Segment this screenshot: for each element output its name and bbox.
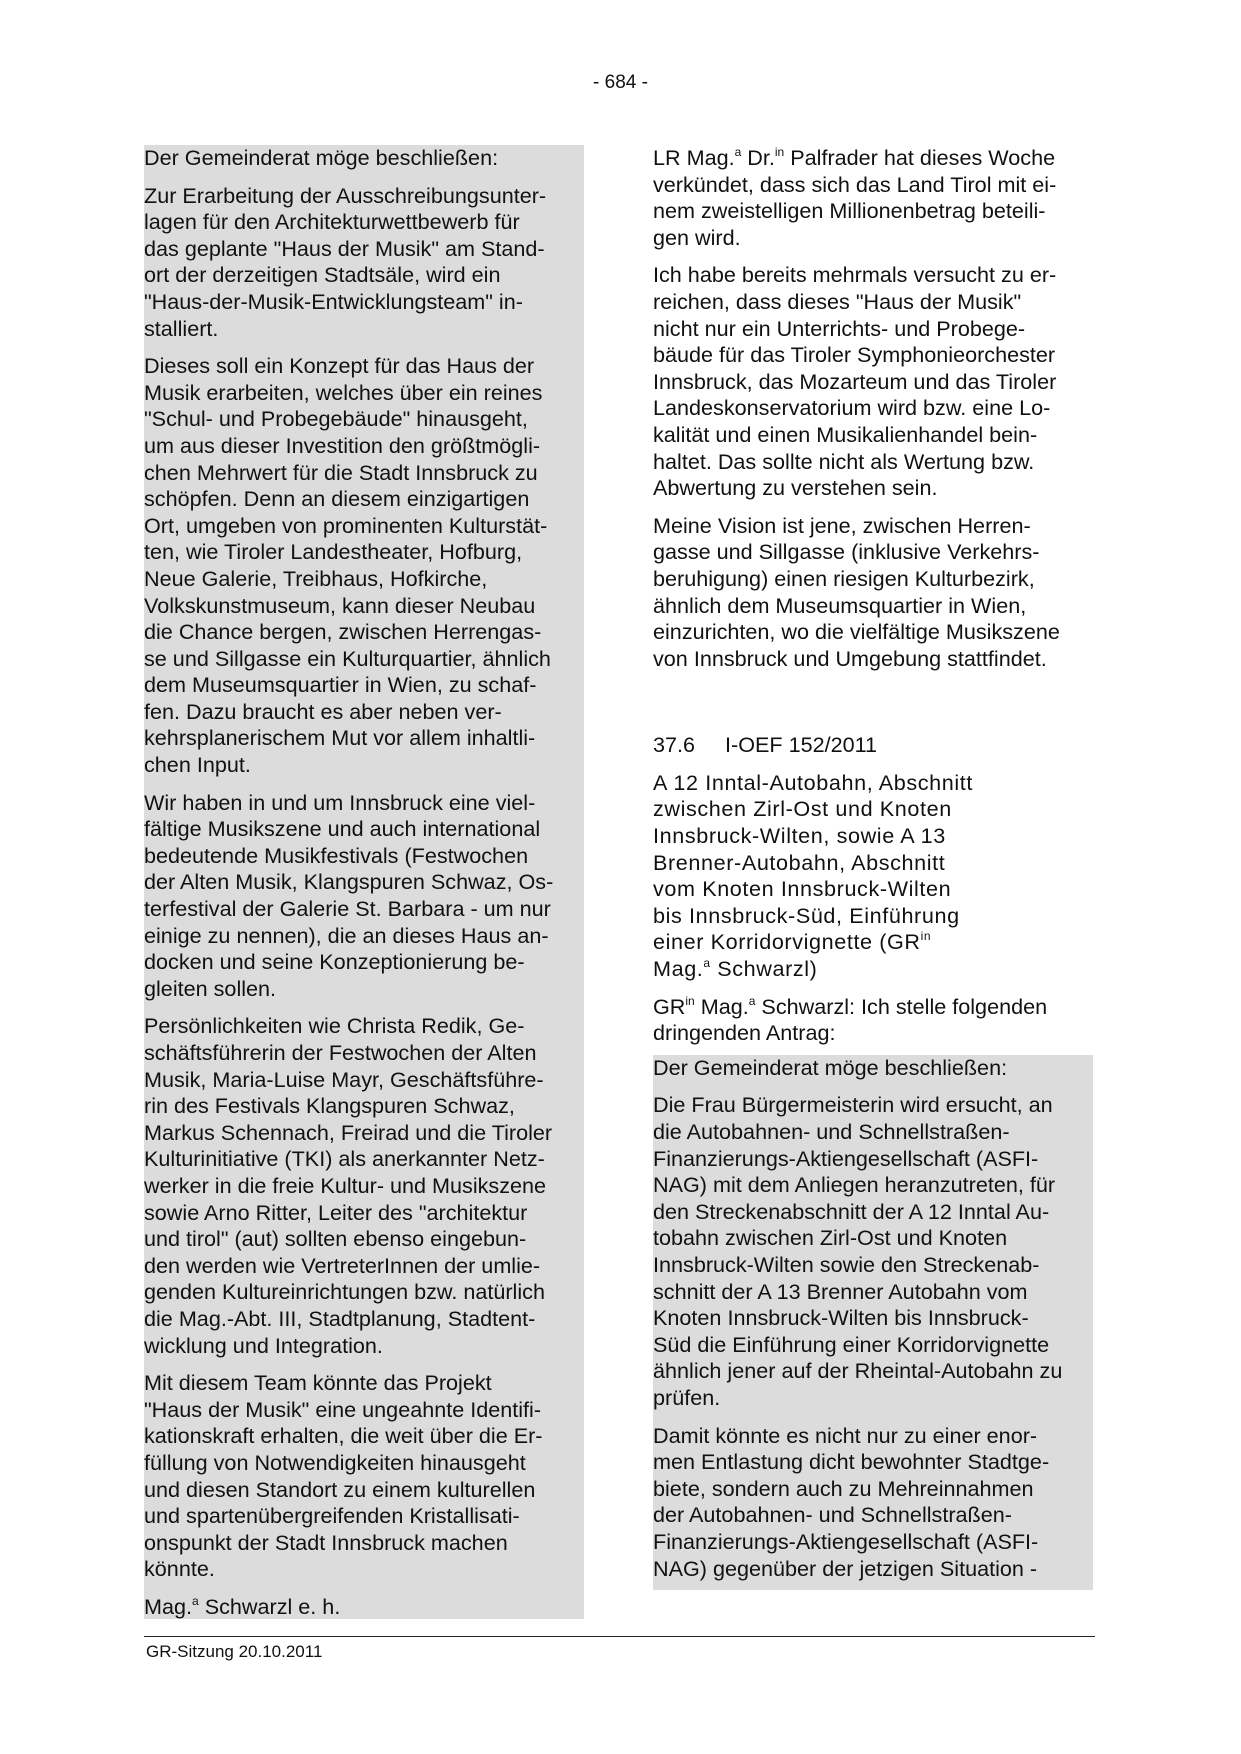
left-motion-box: [144, 145, 584, 1619]
agenda-item-number: 37.6: [653, 732, 696, 758]
motion-paragraph: Mit diesem Team könnte das Projekt "Haus der Musik" eine ungeahnte Identifi- kationskraft erhalten, die weit über die Er- füllung von Notwendigkeiten hinausgeht und diesen Standort zu einem kulturellen und spartenübergreifenden Kristallisati- onspunkt der Stadt Innsbruck machen könnte.: [144, 1370, 543, 1582]
footer-text: GR-Sitzung 20.10.2011: [146, 1642, 323, 1661]
right-motion-box: [653, 1055, 1093, 1590]
motion-intro: Der Gemeinderat möge beschließen:: [144, 145, 499, 170]
motion-introduction: $GR^{in}$ Mag.$^a$ Schwarzl: Ich stelle folgenden dringenden Antrag:: [653, 993, 1048, 1046]
paragraph: LR Mag.$^a$ Dr.$^{in}$ Palfrader hat dieses Woche verkündet, dass sich das Land Tirol mit ei- nem zweistelligen Millionenbetrag beteili- gen wird.: [653, 145, 1057, 250]
motion-paragraph: Dieses soll ein Konzept für das Haus der Musik erarbeiten, welches über ein reines "Schul- und Probegebäude" hinausgeht, um aus dieser Investition den größtmögli- chen Mehrwert für die Stadt Innsbruck zu schöpfen. Denn an diesem einzigartigen Ort, umgeben von prominenten Kulturstät- ten, wie Tiroler Landestheater, Hofburg, Neue Galerie, Treibhaus, Hofkirche, Volkskunstmuseum, kann dieser Neubau die Chance bergen, zwischen Herrengas- se und Sillgasse ein Kulturquartier, ähnlich dem Museumsquartier in Wien, zu schaf- fen. Dazu braucht es aber neben ver- kehrsplanerischem Mut vor allem inhaltli- chen Input.: [144, 353, 551, 778]
footer-rule: [144, 1636, 1095, 1637]
motion-paragraph: Zur Erarbeitung der Ausschreibungsunter- lagen für den Architekturwettbewerb für das geplante "Haus der Musik" am Stand- ort der derzeitigen Stadtsäle, wird ein "Haus-der-Musik-Entwicklungsteam" in- stalliert.: [144, 182, 547, 341]
motion-paragraph: Wir haben in und um Innsbruck eine viel- fältige Musikszene und auch international bedeutende Musikfestivals (Festwochen der Alten Musik, Klangspuren Schwaz, Os- terfestival der Galerie St. Barbara - um nur einige zu nennen), die an dieses Haus an- docken und seine Konzeptionierung be- gleiten sollen.: [144, 789, 554, 1001]
agenda-item-heading: [653, 732, 1093, 759]
motion-paragraph: Persönlichkeiten wie Christa Redik, Ge- schäftsführerin der Festwochen der Alten Musik, Maria-Luise Mayr, Geschäftsführe- rin des Festivals Klangspuren Schwaz, Markus Schennach, Freirad und die Tiroler Kulturinitiative (TKI) als anerkannter Netz- werker in die freie Kultur- und Musikszene sowie Arno Ritter, Leiter des "architektur und tirol" (aut) sollten ebenso eingebun- den werden wie VertreterInnen der umlie- genden Kultureinrichtungen bzw. natürlich die Mag.-Abt. III, Stadtplanung, Stadtent- wicklung und Integration.: [144, 1013, 553, 1358]
agenda-item-reference: I-OEF 152/2011: [725, 732, 878, 758]
page-number: - 684 -: [593, 72, 648, 93]
signature: Mag.$^a$ Schwarzl e. h.: [144, 1593, 341, 1619]
agenda-item-title: A 12 Inntal-Autobahn, Abschnitt zwischen Zirl-Ost und Knoten Innsbruck-Wilten, sowie A 13 Brenner-Autobahn, Abschnitt vom Knoten Innsbruck-Wilten bis Innsbruck-Süd, Einführung einer Korridorvignette ($GR^{in}$ Mag.$^a$ Schwarzl): [653, 769, 973, 982]
paragraph: Meine Vision ist jene, zwischen Herren- gasse und Sillgasse (inklusive Verkehrs- beruhigung) einen riesigen Kulturbezirk, ähnlich dem Museumsquartier in Wien, einzurichten, wo die vielfältige Musikszene von Innsbruck und Umgebung stattfindet.: [653, 512, 1060, 671]
motion-paragraph: Damit könnte es nicht nur zu einer enor- men Entlastung dicht bewohnter Stadtge- biete, sondern auch zu Mehreinnahmen der Autobahnen- und Schnellstraßen- Finanzierungs-Aktiengesellschaft (ASFI- NAG) gegenüber der jetzigen Situation -: [653, 1422, 1050, 1581]
paragraph: Ich habe bereits mehrmals versucht zu er- reichen, dass dieses "Haus der Musik" nicht nur ein Unterrichts- und Probege- bäude für das Tiroler Symphonieorchester Innsbruck, das Mozarteum und das Tiroler Landeskonservatorium wird bzw. eine Lo- kalität und einen Musikalienhandel bein- haltet. Das sollte nicht als Wertung bzw. Abwertung zu verstehen sein.: [653, 262, 1057, 501]
motion-intro: Der Gemeinderat möge beschließen:: [653, 1054, 1008, 1080]
motion-paragraph: Die Frau Bürgermeisterin wird ersucht, an die Autobahnen- und Schnellstraßen- Finanzierungs-Aktiengesellschaft (ASFI- NAG) mit dem Anliegen heranzutreten, für den Streckenabschnitt der A 12 Inntal Au- tobahn zwischen Zirl-Ost und Knoten Innsbruck-Wilten sowie den Streckenab- schnitt der A 13 Brenner Autobahn vom Knoten Innsbruck-Wilten bis Innsbruck- Süd die Einführung einer Korridorvignette ähnlich jener auf der Rheintal-Autobahn zu prüfen.: [653, 1092, 1063, 1410]
right-column: [653, 145, 1093, 1590]
